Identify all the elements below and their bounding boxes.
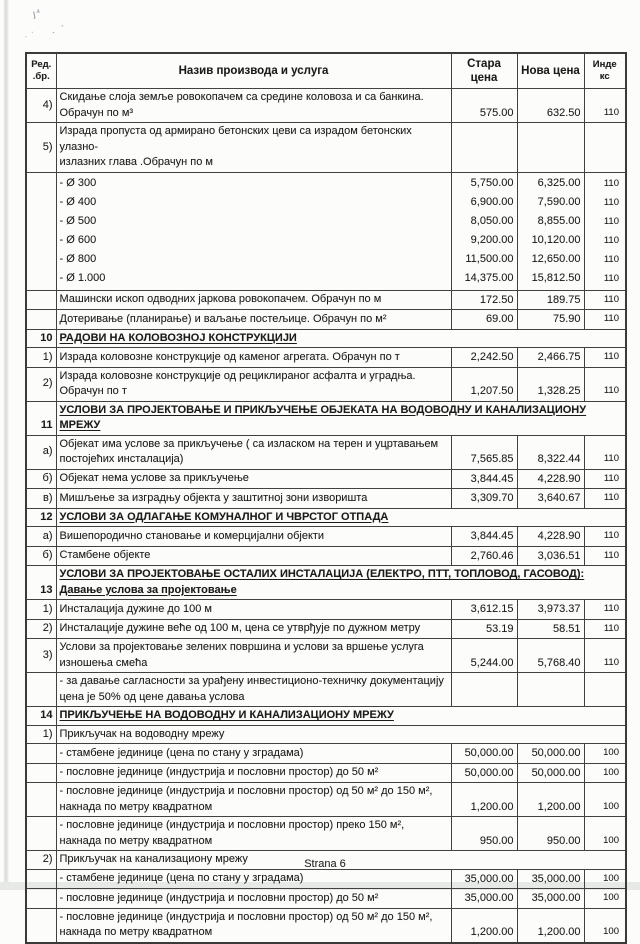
old-price (451, 123, 517, 173)
row-number-cell: 2) (26, 619, 56, 639)
subsection-title: Прикључак на канализациону мрежу (56, 851, 626, 870)
old-price-value: 5,750.00 (470, 176, 514, 189)
row-number-cell (26, 172, 56, 290)
table-row (26, 89, 626, 123)
table-row (26, 817, 626, 851)
new-price-value: 15,812.50 (531, 271, 581, 284)
index-value (584, 673, 626, 707)
new-price: 2,466.75 (517, 348, 584, 368)
new-price: 950.00 (517, 817, 584, 851)
new-price: 58.51 (517, 619, 584, 639)
item-name: Скидање слоја земље ровокопачем са средине коловоза и са банкина. Обрачун по м³ (56, 89, 451, 123)
item-name: - пословне јединице (индустрија и пословни простор) преко 150 м², накнада по метру квадратном (56, 817, 451, 851)
item-name: - стамбене јединице (цена по стану у зградама) (56, 744, 451, 764)
index-value: 100 (584, 763, 626, 783)
pen-mark: ˎ · (23, 27, 36, 38)
old-price: 3,309.70 (451, 489, 517, 509)
old-price: 53.19 (451, 619, 517, 639)
row-number-cell: 5) (26, 123, 56, 173)
old-price: 2,760.46 (451, 546, 517, 566)
old-price-value: 9,200.00 (470, 233, 514, 246)
diameter-label: - Ø 800 (59, 252, 97, 265)
table-row (26, 367, 626, 401)
old-price-value: 8,050.00 (470, 214, 514, 227)
item-name: Објекат нема услове за прикључење (56, 469, 451, 489)
index-value: 100 (584, 817, 626, 851)
row-number-cell: 2) (26, 367, 56, 401)
table-row (26, 619, 626, 639)
old-price: 1,207.50 (451, 367, 517, 401)
subsection-row (26, 725, 626, 744)
item-name: Инсталације дужине веће од 100 м, цена се утврђује по дужном метру (56, 619, 451, 639)
index-value: 110 (584, 619, 626, 639)
row-number-cell: 2) (26, 851, 56, 870)
section-title: УСЛОВИ ЗА ПРОЈЕКТОВАЊЕ И ПРИКЉУЧЕЊЕ ОБЈЕКАТА НА ВОДОВОДНУ И КАНАЛИЗАЦИОНУ МРЕЖУ (56, 401, 626, 435)
new-price-value: 7,590.00 (537, 195, 581, 208)
row-number-cell: 1) (26, 348, 56, 368)
row-number-cell: а) (26, 435, 56, 469)
row-number-cell: в) (26, 489, 56, 509)
old-price-value: 11,500.00 (465, 252, 514, 265)
new-price: 50,000.00 (517, 744, 584, 764)
new-price: 1,200.00 (517, 908, 584, 943)
section-title: РАДОВИ НА КОЛОВОЗНОЈ КОНСТРУКЦИЈИ (56, 329, 626, 348)
new-price: 8,322.44 (517, 435, 584, 469)
old-price: 172.50 (451, 290, 517, 310)
item-name: Машински ископ одводних јаркова ровокопачем. Обрачун по м (56, 290, 451, 310)
table-row (26, 290, 626, 310)
table-row (26, 908, 626, 943)
table-row (26, 123, 626, 173)
old-price: 69.00 (451, 310, 517, 330)
row-number-cell: 13 (26, 566, 56, 600)
index-value: 110 (584, 290, 626, 310)
col-header-index-line1: Инде (592, 59, 617, 70)
index-value: 100 (584, 783, 626, 817)
pen-mark: ˏ ˊ (51, 23, 66, 36)
old-price: 1,200.00 (451, 783, 517, 817)
row-number-cell (26, 673, 56, 707)
row-number-cell: б) (26, 469, 56, 489)
table-row (26, 489, 626, 509)
new-price: 35,000.00 (517, 889, 584, 909)
col-header-name: Назив производа и услуга (56, 53, 451, 89)
new-price: 3,973.37 (517, 600, 584, 620)
index-number: 110 (603, 234, 619, 246)
new-price: 4,228.90 (517, 527, 584, 547)
table-row (26, 889, 626, 909)
row-number-cell: 14 (26, 707, 56, 726)
old-price: 5,244.00 (451, 639, 517, 673)
col-header-old-price: Стара цена (451, 53, 517, 89)
diameter-label: - Ø 500 (59, 214, 97, 227)
new-price-value: 6,325.00 (537, 176, 581, 189)
section-title: УСЛОВИ ЗА ПРОЈЕКТОВАЊЕ ОСТАЛИХ ИНСТАЛАЦИЈА (ЕЛЕКТРО, ПТТ, ТОПЛОВОД, ГАСОВОД): Давање услова за пројектовање (56, 566, 626, 600)
item-name: - стамбене јединице (цена по стану у зградама) (56, 869, 451, 889)
new-price (517, 123, 584, 173)
old-price: 50,000.00 (451, 763, 517, 783)
row-number-cell (26, 889, 56, 909)
page-number: Strana 6 (304, 858, 346, 870)
item-name: Мишљење за изградњу објекта у заштитној зони изворишта (56, 489, 451, 509)
header-row (26, 53, 626, 89)
row-number-cell (26, 817, 56, 851)
old-price: 575.00 (451, 89, 517, 123)
old-price (451, 673, 517, 707)
new-price: 5,768.40 (517, 639, 584, 673)
new-price: 35,000.00 (517, 869, 584, 889)
old-price: 7,565.85 (451, 435, 517, 469)
section-title: УСЛОВИ ЗА ОДЛАГАЊЕ КОМУНАЛНОГ И ЧВРСТОГ ОТПАДА (56, 508, 626, 527)
item-name: Дотеривање (планирање) и ваљање постељице. Обрачун по м² (56, 310, 451, 330)
item-name: Израда коловозне конструкције од рециклираног асфалта и уградња. Обрачун по т (56, 367, 451, 401)
new-price: 3,036.51 (517, 546, 584, 566)
new-price: 1,200.00 (517, 783, 584, 817)
scan-edge-shadow (3, 0, 9, 890)
row-number-cell: 1) (26, 600, 56, 620)
col-header-index-line2: кс (599, 71, 610, 82)
col-header-index (584, 53, 626, 89)
old-price (451, 172, 517, 290)
index-number: 110 (603, 215, 619, 227)
index-number: 110 (603, 196, 619, 208)
table-row (26, 673, 626, 707)
table-row (26, 600, 626, 620)
old-price: 3,612.15 (451, 600, 517, 620)
table-row (26, 783, 626, 817)
old-price: 35,000.00 (451, 869, 517, 889)
item-name: - пословне јединице (индустрија и пословни простор) од 50 м² до 150 м², накнада по метру квадратном (56, 908, 451, 943)
table-row (26, 348, 626, 368)
section-row (26, 566, 626, 600)
col-header-new-price: Нова цена (517, 53, 584, 89)
index-value: 110 (584, 469, 626, 489)
old-price-value: 6,900.00 (470, 195, 514, 208)
col-header-row-number (26, 53, 56, 89)
row-number-cell (26, 310, 56, 330)
item-name: Инсталација дужине до 100 м (56, 600, 451, 620)
item-name (56, 172, 451, 290)
index-value: 110 (584, 489, 626, 509)
old-price: 2,242.50 (451, 348, 517, 368)
item-name: Услови за пројектовање зелених површина и услови за вршење услуга изношења смећа (56, 639, 451, 673)
table-row (26, 527, 626, 547)
pen-mark: ȷ⁴ (31, 7, 43, 20)
row-number-cell: б) (26, 546, 56, 566)
section-row (26, 508, 626, 527)
table-row (26, 869, 626, 889)
new-price (517, 172, 584, 290)
index-value: 100 (584, 744, 626, 764)
new-price: 3,640.67 (517, 489, 584, 509)
row-number-cell: а) (26, 527, 56, 547)
row-number-cell (26, 744, 56, 764)
item-name: - пословне јединице (индустрија и пословни простор) до 50 м² (56, 889, 451, 909)
index-value: 110 (584, 89, 626, 123)
old-price: 35,000.00 (451, 889, 517, 909)
index-value (584, 123, 626, 173)
table-row (26, 763, 626, 783)
row-number-cell (26, 908, 56, 943)
table-row (26, 546, 626, 566)
section-title: ПРИКЉУЧЕЊЕ НА ВОДОВОДНУ И КАНАЛИЗАЦИОНУ МРЕЖУ (56, 707, 626, 726)
row-number-cell: 11 (26, 401, 56, 435)
row-number-cell: 4) (26, 89, 56, 123)
old-price-value: 14,375.00 (464, 271, 514, 284)
index-value: 110 (584, 639, 626, 673)
subsection-title: Прикључак на водоводну мрежу (56, 725, 626, 744)
diameter-label: - Ø 400 (59, 195, 97, 208)
new-price (517, 673, 584, 707)
index-value: 110 (584, 367, 626, 401)
item-name: - за давање сагласности за урађену инвестиционо-техничку документацију цена је 50% од цене давања услова (56, 673, 451, 707)
section-row (26, 401, 626, 435)
row-number-cell: 12 (26, 508, 56, 527)
index-number: 110 (603, 177, 619, 189)
index-number: 110 (603, 253, 619, 265)
new-price: 632.50 (517, 89, 584, 123)
row-number-cell: 10 (26, 329, 56, 348)
section-row (26, 707, 626, 726)
index-value: 110 (584, 546, 626, 566)
row-number-cell (26, 290, 56, 310)
index-value: 110 (584, 348, 626, 368)
row-number-cell (26, 869, 56, 889)
table-body (26, 89, 626, 943)
index-value: 100 (584, 908, 626, 943)
table-row (26, 469, 626, 489)
index-value: 100 (584, 889, 626, 909)
price-list-table (25, 52, 627, 944)
row-number-cell: 1) (26, 725, 56, 744)
old-price: 3,844.45 (451, 469, 517, 489)
index-value: 110 (584, 435, 626, 469)
index-value (584, 172, 626, 290)
new-price-value: 10,120.00 (531, 233, 581, 246)
new-price-value: 12,650.00 (531, 252, 581, 265)
item-name: Стамбене објекте (56, 546, 451, 566)
diameter-label: - Ø 1.000 (59, 271, 106, 284)
diameter-label: - Ø 600 (59, 233, 97, 246)
row-number-cell: 3) (26, 639, 56, 673)
table-row (26, 744, 626, 764)
diameter-group-row (26, 172, 626, 290)
item-name: Објекат има услове за прикључење ( са изласком на терен и уцртавањем постојећих инсталација) (56, 435, 451, 469)
table-header (26, 53, 626, 89)
old-price: 950.00 (451, 817, 517, 851)
item-name: - пословне јединице (индустрија и пословни простор) до 50 м² (56, 763, 451, 783)
new-price-value: 8,855.00 (537, 214, 581, 227)
item-name: Вишепородично становање и комерцијални објекти (56, 527, 451, 547)
old-price: 1,200.00 (451, 908, 517, 943)
new-price: 1,328.25 (517, 367, 584, 401)
table-row (26, 310, 626, 330)
index-value: 110 (584, 600, 626, 620)
row-number-cell (26, 763, 56, 783)
new-price: 189.75 (517, 290, 584, 310)
table-row (26, 639, 626, 673)
section-row (26, 329, 626, 348)
index-value: 110 (584, 527, 626, 547)
new-price: 75.90 (517, 310, 584, 330)
index-value: 100 (584, 869, 626, 889)
item-name: - пословне јединице (индустрија и пословни простор) од 50 м² до 150 м², накнада по метру квадратном (56, 783, 451, 817)
row-number-cell (26, 783, 56, 817)
index-number: 110 (603, 272, 619, 284)
table-row (26, 435, 626, 469)
col-header-row-number-line2: .бр. (32, 71, 50, 82)
item-name: Израда коловозне конструкције од каменог агрегата. Обрачун по т (56, 348, 451, 368)
new-price: 4,228.90 (517, 469, 584, 489)
diameter-label: - Ø 300 (59, 176, 97, 189)
item-name: Израда пропуста од армирано бетонских цеви са израдом бетонских улазно- излазних глава .Обрачун по м (56, 123, 451, 173)
index-value: 110 (584, 310, 626, 330)
new-price: 50,000.00 (517, 763, 584, 783)
old-price: 3,844.45 (451, 527, 517, 547)
col-header-row-number-line1: Ред. (31, 59, 52, 70)
old-price: 50,000.00 (451, 744, 517, 764)
